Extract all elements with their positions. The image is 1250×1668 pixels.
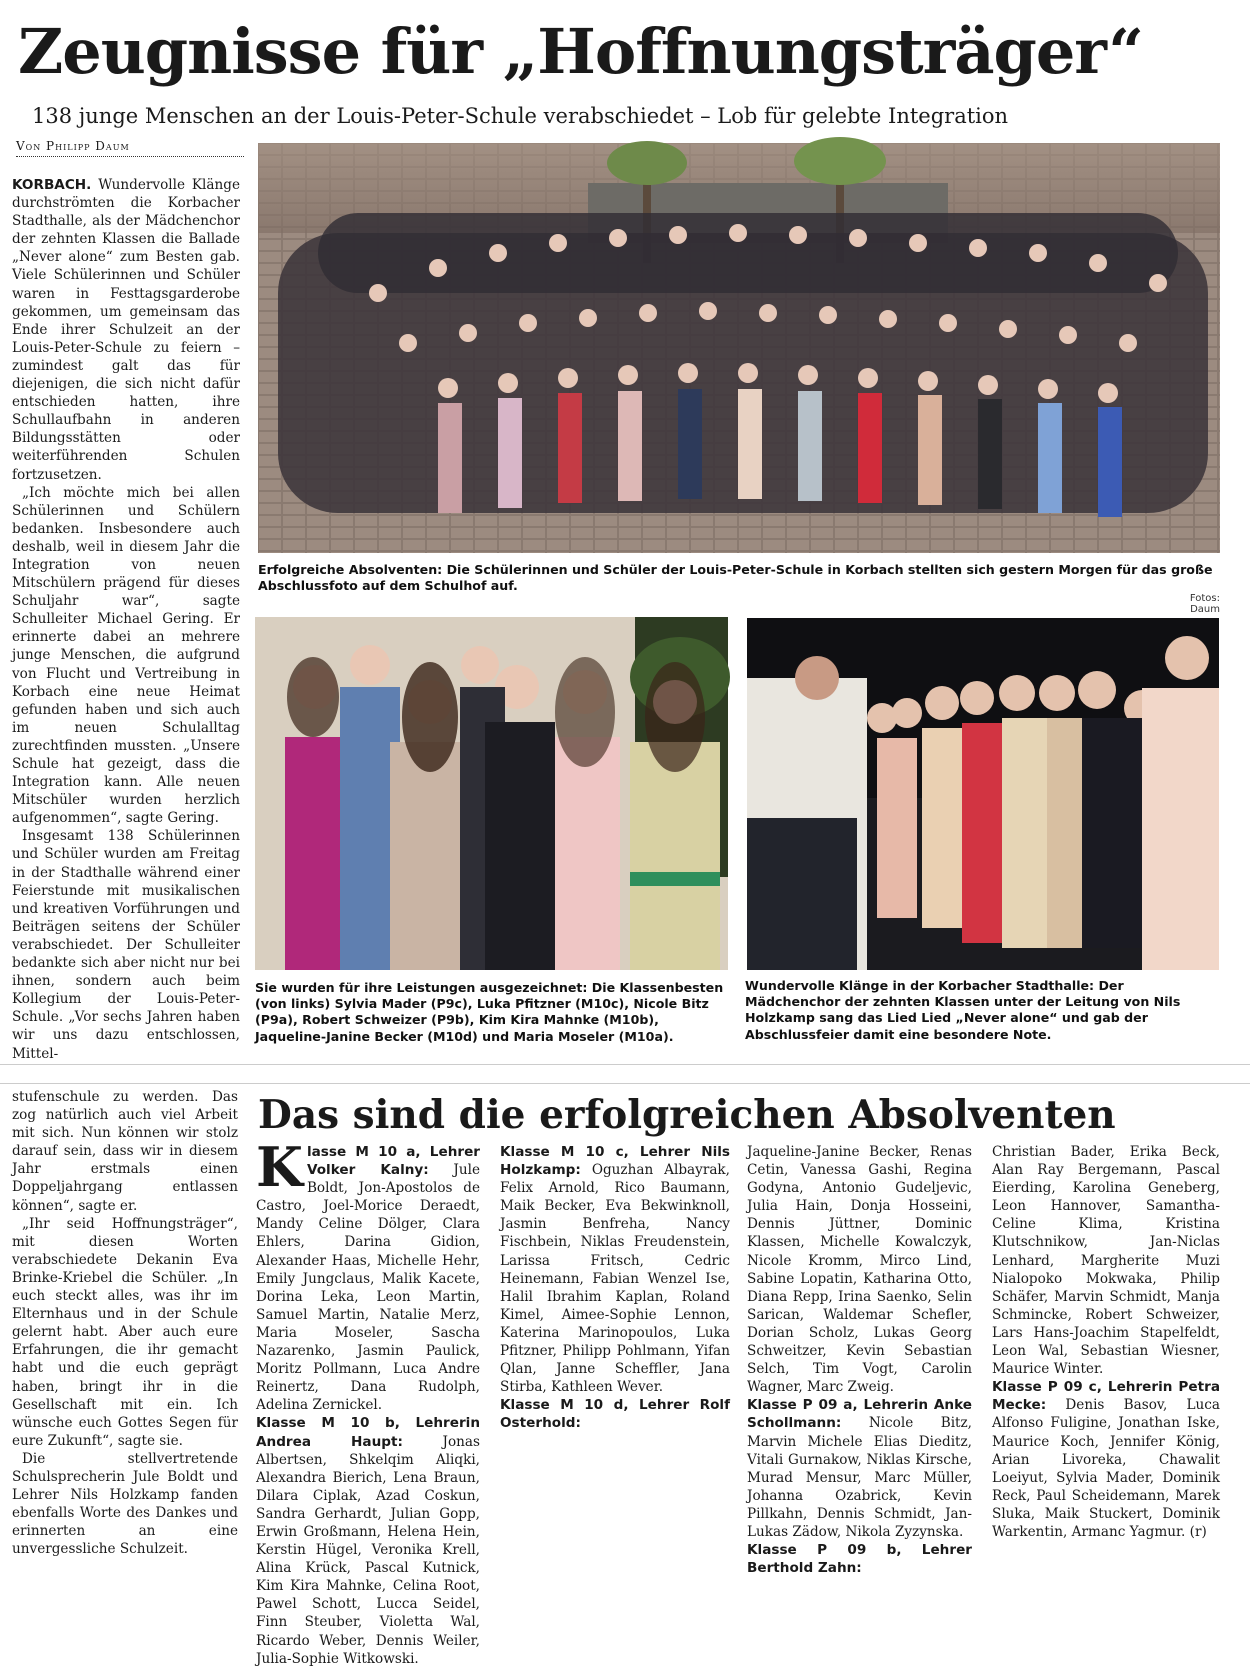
class-m10c-names: Oguzhan Albayrak, Felix Arnold, Rico Baumann, Maik Becker, Eva Bekwinknoll, Jasmin Benfreha, Nancy Fischbein, Niklas Freudenstein, Larissa Fritsch, Cedric Heinemann, Fabian Wenzel Ise, Halil Ibrahim Kaplan, Roland Kimel, Aimee-Sophie Lennon, Katerina Marinopoulos, Luka Pfitzner, Philipp Pohlmann, Yifan Qlan, Janne Scheffler, Jana Stirba, Kathleen Wever. (500, 1162, 730, 1396)
graduates-column-3 (747, 1143, 972, 1585)
graduates-title: Das sind die erfolgreichen Absolventen (258, 1092, 1116, 1138)
class-best-caption: Sie wurden für ihre Leistungen ausgezeichnet: Die Klassenbesten (von links) Sylvia Mader (P9c), Luka Pfitzner (M10c), Nicole Bitz (P9a), Robert Schweizer (P9b), Kim Kira Mahnke (M10b), Jaqueline-Janine Becker (M10d) und Maria Moseler (M10a). (255, 980, 724, 1044)
class-p09b-heading: Klasse P 09 b, Lehrer Berthold Zahn: (747, 1542, 972, 1577)
class-p09a-names: Nicole Bitz, Marvin Michele Elias Dieditz, Vitali Gurnakow, Niklas Kirsche, Murad Mensur, Marc Müller, Johanna Ozabrick, Kevin Pillkahn, Dennis Schmidt, Jan-Lukas Zädow, Nikola Zyzynska. (747, 1415, 972, 1540)
article-paragraph-1: Wundervolle Klänge durchströmten die Korbacher Stadthalle, als der Mädchenchor der zehnten Klassen die Ballade „Never alone“ zum Besten gab. Viele Schülerinnen und Schüler waren in Festtagsgarderobe gekommen, um gemeinsam das Ende ihrer Schulzeit an der Louis-Peter-Schule zu feiern – zumindest galt das für diejenigen, die sich nicht dafür entschieden hatten, ihre Schullaufbahn in anderen Bildungsstätten oder weiterführenden Schulen fortzusetzen. (12, 177, 240, 483)
byline: Von Philipp Daum (16, 139, 244, 157)
class-p09b-names: Christian Bader, Erika Beck, Alan Ray Bergemann, Pascal Eierding, Karolina Geneberg, Leon Hannover, Samantha-Celine Klima, Kristina Klutschnikow, Jan-Niclas Lenhard, Margherite Muzi Nialopoko Mokwaka, Philip Schäfer, Marvin Schmidt, Manja Schmincke, Robert Schweizer, Lars Hans-Joachim Stapelfeldt, Leon Wal, Sebastian Wiesner, Maurice Winter. (992, 1144, 1220, 1378)
photo-credit: Fotos: Daum (1189, 593, 1220, 615)
class-m10d-heading: Klasse M 10 d, Lehrer Rolf Osterhold: (500, 1397, 730, 1432)
class-best-photo-image (255, 617, 728, 970)
graduates-column-4 (992, 1143, 1220, 1585)
headline: Zeugnisse für „Hoffnungsträger“ (18, 15, 1143, 88)
graduates-column-2 (500, 1143, 730, 1585)
choir-photo-image (747, 618, 1219, 970)
article-column-top (12, 176, 240, 1062)
subheadline: 138 junge Menschen an der Louis-Peter-Schule verabschiedet – Lob für gelebte Integration (32, 104, 1009, 128)
class-m10b-heading: Klasse M 10 b, Lehrerin Andrea Haupt: (256, 1415, 480, 1450)
article-paragraph-2: „Ich möchte mich bei allen Schülerinnen und Schülern bedanken. Insbesondere auch deshalb, weil in diesem Jahr die Integration von neuen Mitschülern prägend für dieses Schuljahr war“, sagte Schulleiter Michael Gering. Er erinnerte dabei an mehrere junge Menschen, die aufgrund von Flucht und Vertreibung in Korbach eine neue Heimat gefunden haben und sich auch im neuen Schulalltag zurechtfinden mussten. „Unsere Schule hat gezeigt, dass die Integration kann. Alle neuen Mitschüler wurden herzlich aufgenommen“, sagte Gering. (12, 484, 240, 827)
article-paragraph-6: Die stellvertretende Schulsprecherin Jule Boldt und Lehrer Nils Holzkamp fanden ebenfalls Worte des Dankes und erinnerten an eine unvergessliche Schulzeit. (12, 1450, 238, 1558)
class-m10a-names: Jule Boldt, Jon-Apostolos de Castro, Joel-Morice Deraedt, Mandy Celine Dölger, Clara Ehlers, Darina Gidion, Alexander Haas, Michelle Hehr, Emily Jungclaus, Malik Kacete, Dorina Leka, Leon Martin, Samuel Martin, Natalie Merz, Maria Moseler, Sascha Nazarenko, Jasmin Paulick, Moritz Pollmann, Luca Andre Reinertz, Dana Rudolph, Adelina Zernickel. (256, 1162, 481, 1414)
class-p09a-heading: Klasse P 09 a, Lehrerin Anke Schollmann: (747, 1397, 972, 1432)
article-paragraph-3: Insgesamt 138 Schülerinnen und Schüler wurden am Freitag in der Stadthalle während einer Feierstunde mit musikalischen und kreativen Vorführungen und Beiträgen seitens der Schüler verabschiedet. Der Schulleiter bedankte sich aber nicht nur bei ihnen, sondern auch beim Kollegium der Louis-Peter-Schule. „Vor sechs Jahren haben wir uns dazu entschlossen, Mittel- (12, 828, 240, 1062)
article-paragraph-5: „Ihr seid Hoffnungsträger“, mit diesen Worten verabschiedete Dekanin Eva Brinke-Kriebel die Schüler. „In euch steckt alles, was ihr im Elternhaus und in der Schule gelernt habt. Aber auch eure Erfahrungen, die ihr gemacht habt und die euch geprägt haben, bringt ihr in die Gesellschaft mit ein. Ich wünsche euch Gottes Segen für eure Zukunft“, sagte sie. (12, 1215, 238, 1449)
class-p09c-names: Denis Basov, Luca Alfonso Fuligine, Jonathan Iske, Maurice Koch, Jennifer König, Arian Livoreka, Chawalit Loeiyut, Sylvia Mader, Dominik Reck, Paul Scheidemann, Marek Sluka, Maik Stuckert, Dominik Warkentin, Armanc Yagmur. (r) (992, 1397, 1220, 1540)
page-divider (0, 1064, 1250, 1084)
group-photo-image (258, 143, 1220, 553)
group-photo-caption: Erfolgreiche Absolventen: Die Schülerinnen und Schüler der Louis-Peter-Schule in Korbach stellten sich gestern Morgen für das große Abschlussfoto auf dem Schulhof auf. (258, 562, 1213, 594)
choir-caption: Wundervolle Klänge in der Korbacher Stadthalle: Der Mädchenchor der zehnten Klassen unter der Leitung von Nils Holzkamp sang das Lied Lied „Never alone“ und gab der Abschlussfeier damit eine besondere Note. (745, 978, 1181, 1042)
article-column-bottom (12, 1088, 238, 1586)
article-paragraph-4: stufenschule zu werden. Das zog natürlich auch viel Arbeit mit sich. Nun können wir stolz darauf sein, dass wir in diesem Jahr erstmals einen Doppeljahrgang entlassen können“, sagte er. (12, 1089, 238, 1214)
class-p09c-heading: Klasse P 09 c, Lehrerin Petra Mecke: (992, 1379, 1220, 1414)
group-photo (258, 143, 1220, 553)
class-m10c-heading: Klasse M 10 c, Lehrer Nils Holzkamp: (500, 1144, 730, 1179)
dateline: KORBACH. (12, 177, 92, 193)
class-m10a-heading: lasse M 10 a, Lehrer Volker Kalny: (306, 1144, 480, 1179)
graduates-column-1 (256, 1135, 481, 1667)
class-best-photo (255, 617, 728, 970)
choir-photo (747, 618, 1219, 970)
dropcap: K (256, 1135, 303, 1199)
class-m10b-names: Jonas Albertsen, Shkelqim Aliqki, Alexandra Bierich, Lena Braun, Dilara Ciplak, Azad Coskun, Sandra Gerhardt, Julian Gopp, Erwin Großmann, Helena Hein, Kerstin Hügel, Veronika Krell, Alina Krück, Pascal Kutnick, Kim Kira Mahnke, Celina Root, Pawel Schott, Lucca Seidel, Finn Steuber, Violetta Wal, Ricardo Weber, Dennis Weiler, Julia-Sophie Witkowski. (256, 1433, 480, 1667)
class-m10d-names: Jaqueline-Janine Becker, Renas Cetin, Vanessa Gashi, Regina Godyna, Antonio Gudeljevic, Julia Hain, Donja Hosseini, Dennis Jüttner, Dominic Klassen, Michelle Kowalczyk, Nicole Kromm, Mirco Lind, Sabine Lopatin, Katharina Otto, Diana Repp, Irina Saenko, Selin Sarican, Waldemar Schefler, Dorian Scholz, Lukas Georg Schweitzer, Kevin Sebastian Selch, Tim Vogt, Carolin Wagner, Marc Zweig. (747, 1144, 972, 1396)
